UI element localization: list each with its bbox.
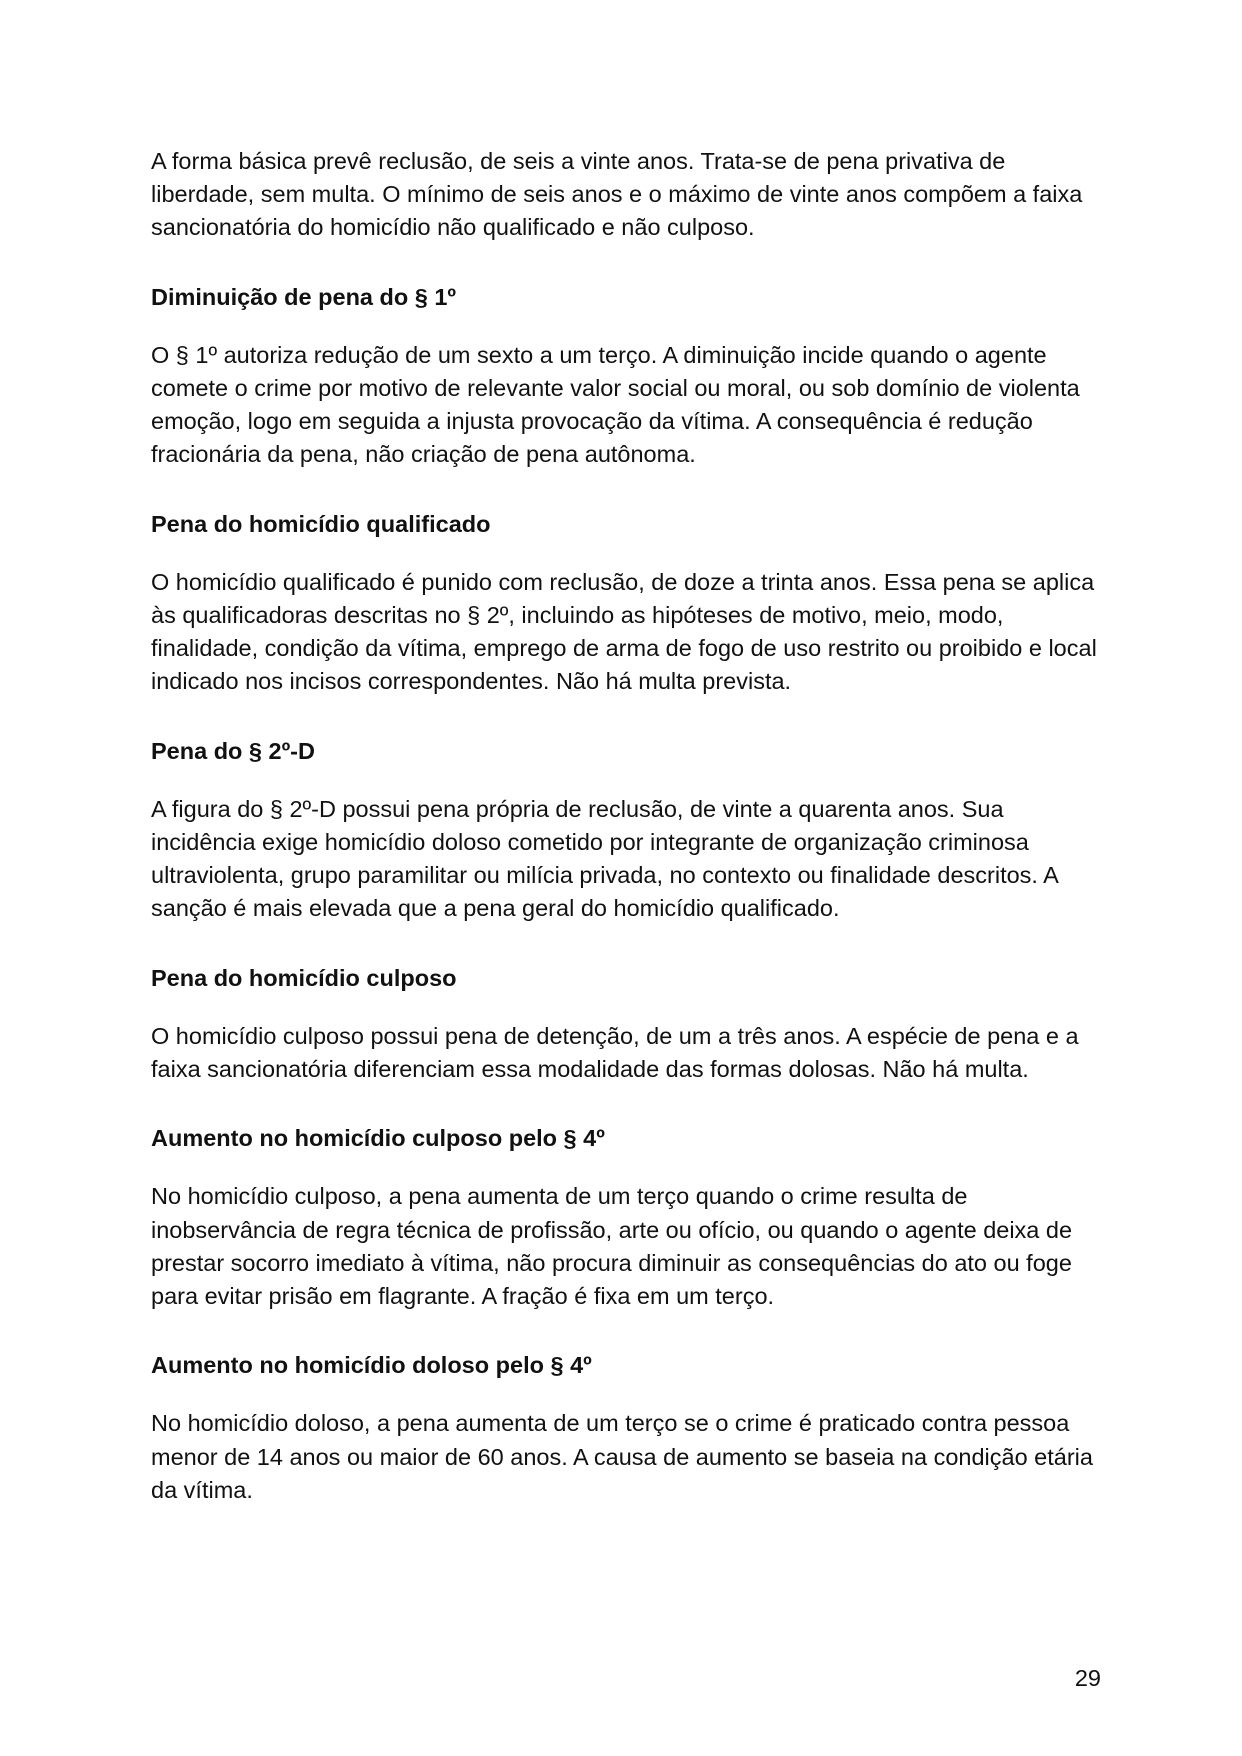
section-paragraph-qualificado: O homicídio qualificado é punido com reclusão, de doze a trinta anos. Essa pena se aplica às qualificadoras descritas no § 2º, incluindo as hipóteses de motivo, meio, modo, finalidade, condição da vítima, emprego de arma de fogo de uso restrito ou proibido e local indicado nos incisos correspondentes. Não há multa prevista. — [151, 568, 1097, 695]
section-heading-culposo: Pena do homicídio culposo — [151, 964, 457, 991]
intro-paragraph: A forma básica prevê reclusão, de seis a vinte anos. Trata-se de pena privativa de liberdade, sem multa. O mínimo de seis anos e o máximo de vinte anos compõem a faixa sancionatória do homicídio não qualificado e não culposo. — [151, 148, 1083, 241]
section-paragraph-2d: A figura do § 2º-D possui pena própria de reclusão, de vinte a quarenta anos. Sua incidência exige homicídio doloso cometido por integrante de organização criminosa ultraviolenta, grupo paramilitar ou milícia privada, no contexto ou finalidade descritos. A sanção é mais elevada que a pena geral do homicídio qualificado. — [151, 795, 1058, 922]
section-heading-qualificado: Pena do homicídio qualificado — [151, 510, 491, 537]
page-number: 29 — [1074, 1665, 1101, 1691]
section-heading-aumento-culposo: Aumento no homicídio culposo pelo § 4º — [151, 1125, 605, 1152]
section-heading-2d: Pena do § 2º-D — [151, 737, 315, 764]
section-paragraph-aumento-doloso: No homicídio doloso, a pena aumenta de um terço se o crime é praticado contra pessoa menor de 14 anos ou maior de 60 anos. A causa de aumento se baseia na condição etária da vítima. — [151, 1410, 1093, 1503]
section-heading-aumento-doloso: Aumento no homicídio doloso pelo § 4º — [151, 1352, 592, 1379]
section-heading-diminuicao: Diminuição de pena do § 1º — [151, 283, 457, 310]
section-paragraph-diminuicao: O § 1º autoriza redução de um sexto a um terço. A diminuição incide quando o agente comete o crime por motivo de relevante valor social ou moral, ou sob domínio de violenta emoção, logo em seguida a injusta provocação da vítima. A consequência é redução fracionária da pena, não criação de pena autônoma. — [151, 341, 1080, 468]
section-paragraph-aumento-culposo: No homicídio culposo, a pena aumenta de um terço quando o crime resulta de inobservância de regra técnica de profissão, arte ou ofício, ou quando o agente deixa de prestar socorro imediato à vítima, não procura diminuir as consequências do ato ou foge para evitar prisão em flagrante. A fração é fixa em um terço. — [151, 1183, 1073, 1310]
section-paragraph-culposo: O homicídio culposo possui pena de detenção, de um a três anos. A espécie de pena e a faixa sancionatória diferenciam essa modalidade das formas dolosas. Não há multa. — [151, 1022, 1079, 1083]
page-content — [151, 145, 1101, 1543]
